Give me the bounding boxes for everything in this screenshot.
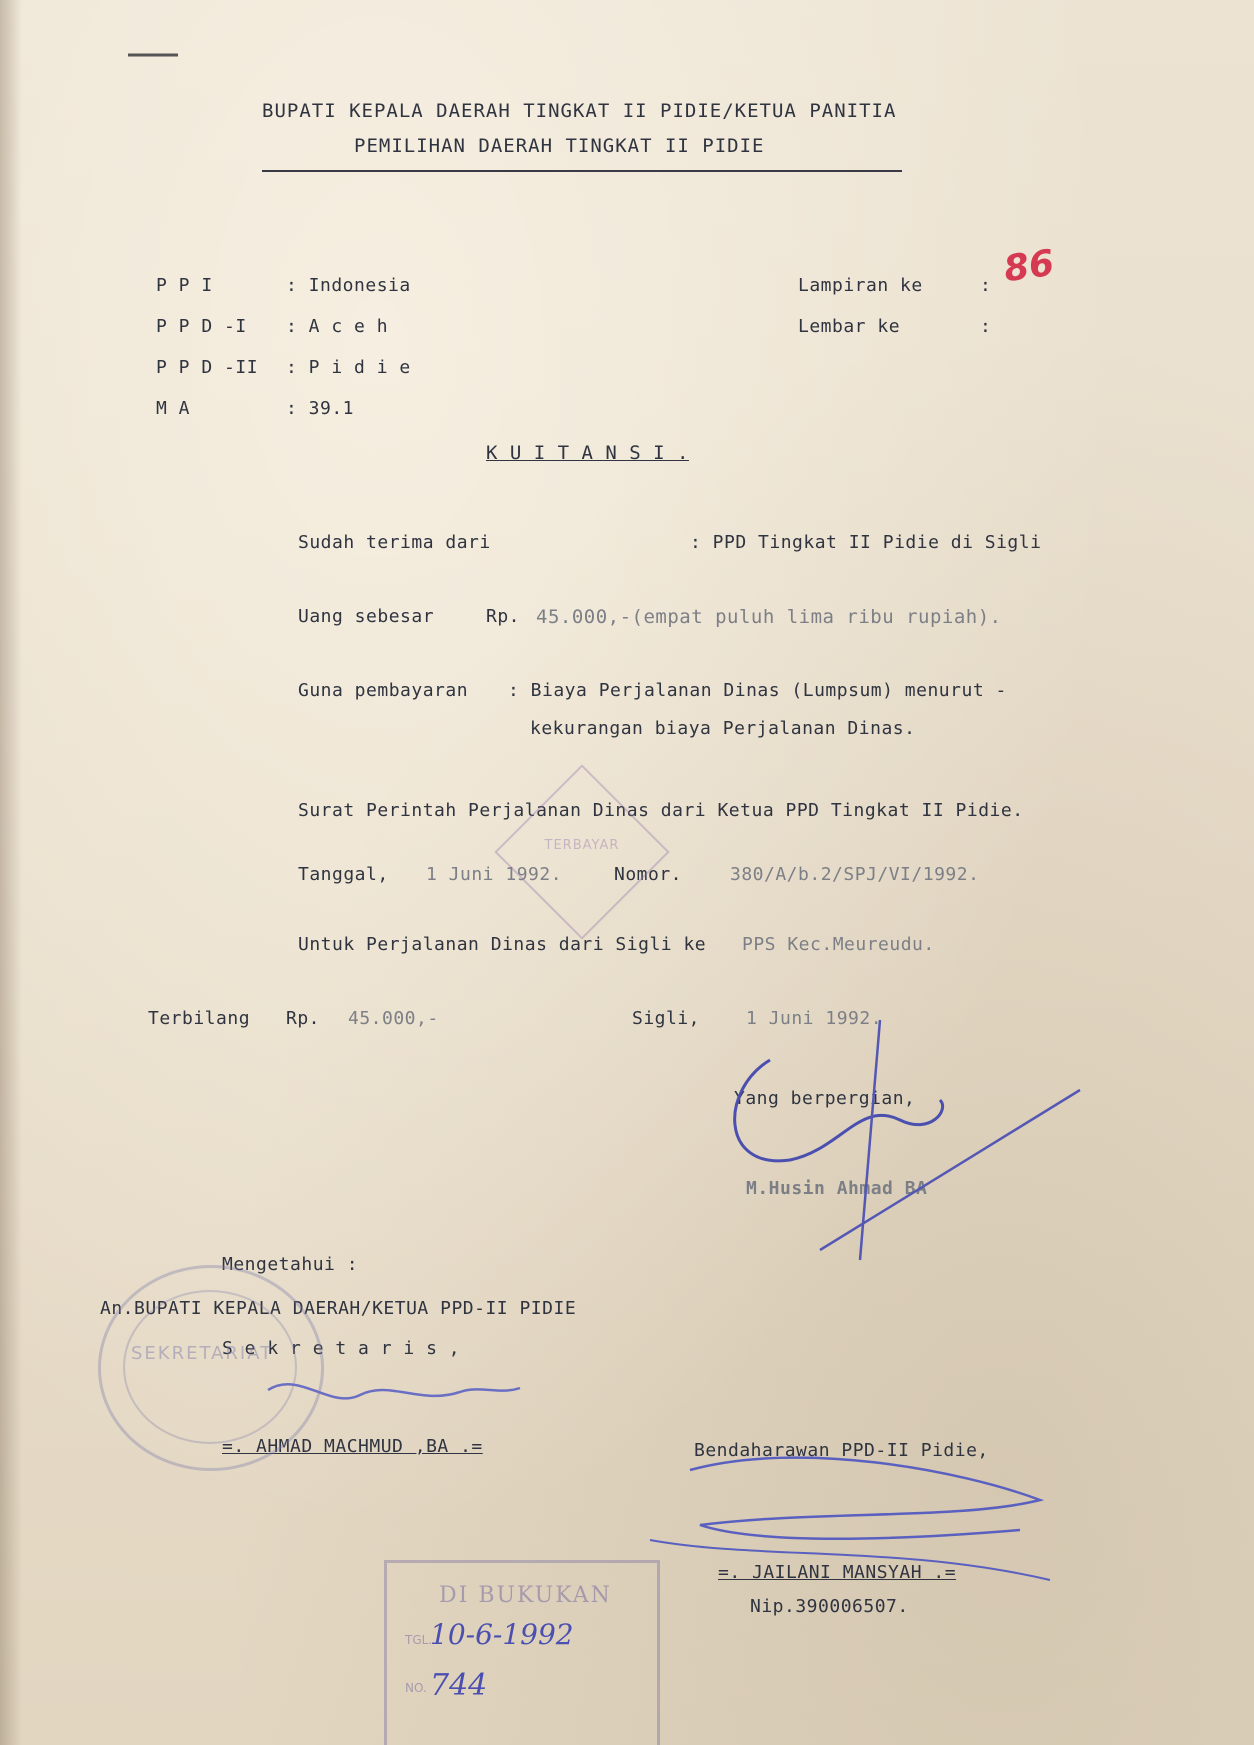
treasurer-signature bbox=[690, 1458, 1040, 1539]
trip-destination: PPS Kec.Meureudu. bbox=[742, 934, 935, 955]
code-key-ppi: P P I bbox=[156, 275, 213, 296]
secretariat-stamp-text: SEKRETARIAT bbox=[131, 1343, 274, 1364]
purpose-label: Guna pembayaran bbox=[298, 680, 469, 701]
amount-currency: Rp. bbox=[486, 606, 521, 627]
header-line-2: PEMILIHAN DAERAH TINGKAT II PIDIE bbox=[354, 135, 765, 157]
received-label: Sudah terima dari bbox=[298, 532, 491, 553]
booked-stamp-number-label: NO. bbox=[405, 1681, 427, 1695]
paid-stamp-text: TERBAYAR bbox=[544, 838, 620, 854]
trip-line-prefix: Untuk Perjalanan Dinas dari Sigli ke bbox=[298, 934, 707, 955]
order-line: Surat Perintah Perjalanan Dinas dari Ketua PPD Tingkat II Pidie. bbox=[298, 800, 1024, 821]
treasurer-name: =. JAILANI MANSYAH .= bbox=[718, 1562, 957, 1583]
acknowledge-role: S e k r e t a r i s , bbox=[222, 1338, 461, 1359]
date-value: 1 Juni 1992. bbox=[426, 864, 563, 885]
code-value-ppd1: : A c e h bbox=[286, 316, 389, 337]
code-key-ppd1: P P D -I bbox=[156, 316, 247, 337]
lampiran-number: 86 bbox=[1001, 242, 1057, 291]
secretary-signature bbox=[268, 1384, 520, 1398]
booked-stamp-number: 744 bbox=[430, 1668, 488, 1703]
acknowledge-name: =. AHMAD MACHMUD ,BA .= bbox=[222, 1436, 483, 1457]
total-value: 45.000,- bbox=[348, 1008, 439, 1029]
code-key-ppd2: P P D -II bbox=[156, 357, 259, 378]
lembar-colon: : bbox=[980, 316, 992, 337]
booked-stamp-date-label: TGL. bbox=[405, 1633, 433, 1647]
code-value-ppi: : Indonesia bbox=[286, 275, 411, 296]
traveler-signature-slash bbox=[820, 1020, 1080, 1260]
traveler-title: Yang berpergian, bbox=[734, 1088, 916, 1109]
number-value: 380/A/b.2/SPJ/VI/1992. bbox=[730, 864, 980, 885]
total-label: Terbilang bbox=[148, 1008, 251, 1029]
header-line-1: BUPATI KEPALA DAERAH TINGKAT II PIDIE/KETUA PANITIA bbox=[262, 100, 897, 122]
date-label: Tanggal, bbox=[298, 864, 389, 885]
traveler-name: M.Husin Ahmad BA bbox=[746, 1178, 928, 1199]
acknowledge-label: Mengetahui : bbox=[222, 1254, 359, 1275]
code-value-ma: : 39.1 bbox=[286, 398, 355, 419]
treasurer-title: Bendaharawan PPD-II Pidie, bbox=[694, 1440, 989, 1461]
lampiran-label: Lampiran ke bbox=[798, 275, 923, 296]
lampiran-colon: : bbox=[980, 275, 992, 296]
place-date: 1 Juni 1992. bbox=[746, 1008, 883, 1029]
acknowledge-org: An.BUPATI KEPALA DAERAH/KETUA PPD-II PIDIE bbox=[100, 1298, 577, 1319]
document-title: K U I T A N S I . bbox=[486, 442, 689, 464]
purpose-line-1: : Biaya Perjalanan Dinas (Lumpsum) menurut - bbox=[508, 680, 1007, 701]
total-currency: Rp. bbox=[286, 1008, 321, 1029]
booked-stamp-date: 10-6-1992 bbox=[430, 1618, 574, 1651]
amount-value: 45.000,-(empat puluh lima ribu rupiah). bbox=[536, 606, 1002, 628]
traveler-signature bbox=[735, 1060, 943, 1161]
amount-label: Uang sebesar bbox=[298, 606, 435, 627]
treasurer-nip: Nip.390006507. bbox=[750, 1596, 909, 1617]
number-label: Nomor. bbox=[614, 864, 683, 885]
lembar-label: Lembar ke bbox=[798, 316, 901, 337]
treasurer-signature-swash bbox=[650, 1540, 1050, 1580]
code-value-ppd2: : P i d i e bbox=[286, 357, 411, 378]
purpose-line-2: kekurangan biaya Perjalanan Dinas. bbox=[530, 718, 916, 739]
booked-stamp-title: DI BUKUKAN bbox=[439, 1583, 612, 1608]
place: Sigli, bbox=[632, 1008, 701, 1029]
code-key-ma: M A bbox=[156, 398, 191, 419]
received-value: : PPD Tingkat II Pidie di Sigli bbox=[690, 532, 1042, 553]
